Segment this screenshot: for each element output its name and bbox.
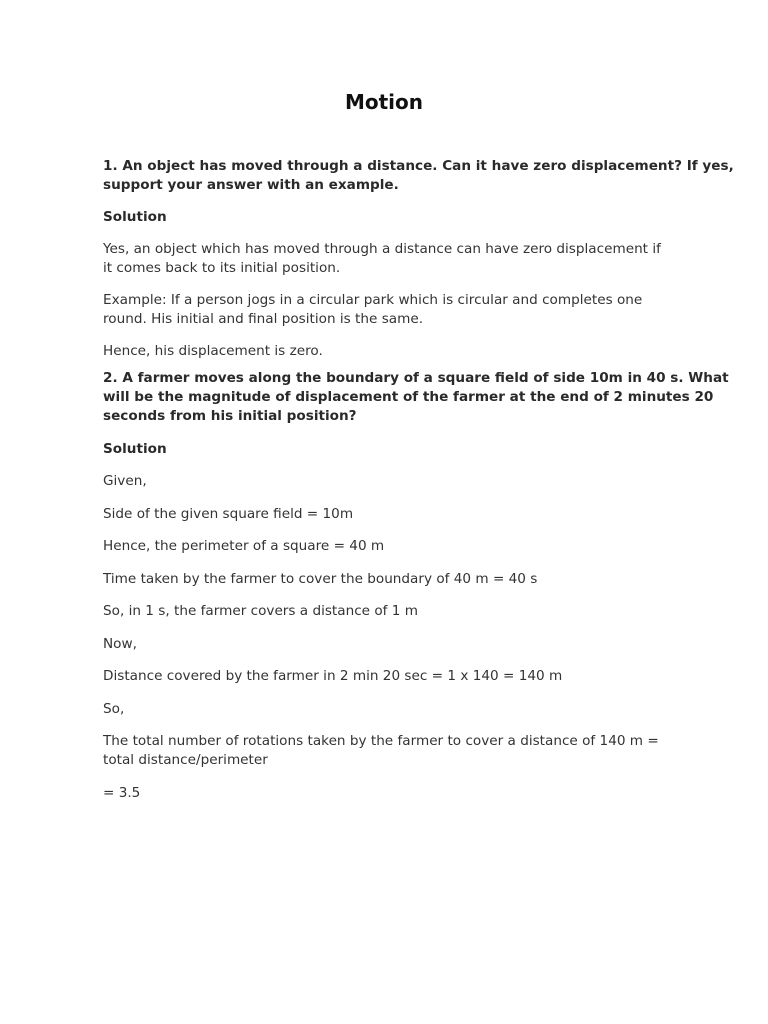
solution-2-label: Solution — [103, 441, 167, 457]
question-1-line-2: support your answer with an example. — [103, 177, 399, 193]
question-2-line-1: 2. A farmer moves along the boundary of a square field of side 10m in 40 s. What — [103, 370, 729, 386]
example-1-line-1: Example: If a person jogs in a circular park which is circular and completes one — [103, 292, 643, 308]
so-label: So, — [103, 701, 125, 717]
question-2-line-3: seconds from his initial position? — [103, 408, 357, 424]
perimeter-statement: Hence, the perimeter of a square = 40 m — [103, 538, 385, 554]
now-label: Now, — [103, 636, 137, 652]
example-1-line-2: round. His initial and final position is the same. — [103, 311, 424, 327]
result-statement: = 3.5 — [103, 785, 141, 801]
answer-1-line-2: it comes back to its initial position. — [103, 260, 341, 276]
solution-1-label: Solution — [103, 209, 167, 225]
side-statement: Side of the given square field = 10m — [103, 506, 354, 522]
question-2-line-2: will be the magnitude of displacement of the farmer at the end of 2 minutes 20 — [103, 389, 714, 405]
given-label: Given, — [103, 473, 147, 489]
answer-1-line-1: Yes, an object which has moved through a distance can have zero displacement if — [103, 241, 661, 257]
rotations-line-1: The total number of rotations taken by the farmer to cover a distance of 140 m = — [103, 733, 659, 749]
question-1-line-1: 1. An object has moved through a distance. Can it have zero displacement? If yes, — [103, 158, 734, 174]
distance-covered-statement: Distance covered by the farmer in 2 min 20 sec = 1 x 140 = 140 m — [103, 668, 563, 684]
per-second-statement: So, in 1 s, the farmer covers a distance of 1 m — [103, 603, 419, 619]
page-title: Motion — [344, 90, 424, 114]
rotations-line-2: total distance/perimeter — [103, 752, 268, 768]
conclusion-1: Hence, his displacement is zero. — [103, 343, 323, 359]
time-taken-statement: Time taken by the farmer to cover the boundary of 40 m = 40 s — [103, 571, 538, 587]
